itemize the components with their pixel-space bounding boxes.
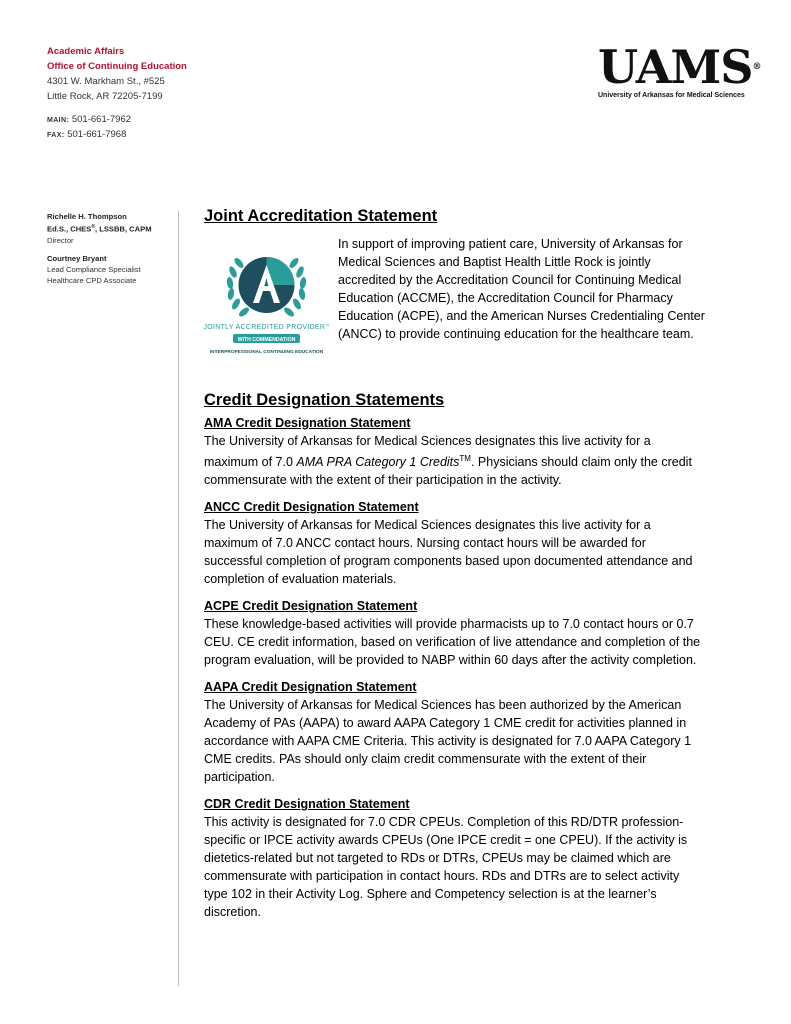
joint-accreditation-heading: Joint Accreditation Statement — [204, 207, 438, 225]
trademark-sup: TM — [459, 454, 471, 463]
staff-credentials: Ed.S., CHES®, LSSBB, CAPM — [47, 224, 152, 234]
main-content — [204, 205, 704, 921]
badge-line-3: INTERPROFESSIONAL CONTINUING EDUCATION — [209, 350, 324, 355]
brand-wordmark: UAMS — [598, 40, 753, 94]
registered-mark: ® — [752, 62, 762, 72]
acpe-heading: ACPE Credit Designation Statement — [204, 599, 418, 614]
ama-credit-name: AMA PRA Category 1 Credits — [296, 455, 460, 470]
brand-subtitle: University of Arkansas for Medical Sciences — [598, 92, 745, 99]
org-department: Academic Affairs — [47, 46, 125, 57]
jointly-accredited-badge — [204, 243, 329, 373]
aapa-heading: AAPA Credit Designation Statement — [204, 680, 417, 695]
joint-accreditation-section — [204, 235, 704, 385]
ancc-heading: ANCC Credit Designation Statement — [204, 500, 419, 515]
fax-number: 501-661-7968 — [67, 129, 127, 140]
ama-statement: The University of Arkansas for Medical Sciences designates this live activity for a maximum of 7.0 AMA PRA Category 1 Credits™. Physicians should claim only the credit commensurate with the extent of their participation in the activity. — [204, 434, 692, 488]
staff-name: Richelle H. Thompson — [47, 212, 127, 221]
ancc-statement: The University of Arkansas for Medical Sciences designates this live activity for a maximum of 7.0 ANCC contact hours. Nursing contact hours will be awarded for successful completion of program components based upon documented attendance and completion of evaluation materials. — [204, 518, 693, 587]
badge-tm: ™ — [325, 323, 330, 328]
address-line-1: 4301 W. Markham St., #525 — [47, 76, 165, 87]
address-line-2: Little Rock, AR 72205-7199 — [47, 91, 163, 102]
badge-line-1: JOINTLY ACCREDITED PROVIDER — [203, 324, 326, 331]
vertical-divider — [178, 211, 179, 986]
fax-label: FAX: — [47, 132, 65, 139]
badge-line-2: WITH COMMENDATION — [237, 337, 296, 343]
svg-text:JOINTLY ACCREDITED PROVIDER™ — [203, 323, 329, 331]
staff-role-secondary: Healthcare CPD Associate — [47, 275, 137, 285]
staff-name: Courtney Bryant — [47, 253, 107, 263]
staff-sidebar — [47, 211, 177, 286]
credit-designation-heading: Credit Designation Statements — [204, 391, 445, 409]
acpe-statement: These knowledge-based activities will provide pharmacists up to 7.0 contact hours or 0.7 CEU. CE credit information, based on verification of live attendance and completion of the program evaluation, will be provided to NABP within 60 days after the activity completion. — [204, 617, 701, 668]
staff-person-director — [47, 211, 177, 246]
aapa-statement: The University of Arkansas for Medical Sciences has been authorized by the American Academy of PAs (AAPA) to award AAPA Category 1 CME credit for activities planned in accordance with AAPA CME Criteria. This activity is designated for 7.0 AAPA Category 1 CME credits. PAs should only claim credit commensurate with the extent of their participation. — [204, 698, 692, 785]
main-phone-label: MAIN: — [47, 117, 70, 124]
cdr-heading: CDR Credit Designation Statement — [204, 797, 410, 812]
staff-role: Lead Compliance Specialist — [47, 264, 141, 274]
org-office: Office of Continuing Education — [47, 61, 187, 72]
fax-phone — [47, 128, 347, 143]
ama-heading: AMA Credit Designation Statement — [204, 416, 411, 430]
uams-logo — [598, 40, 762, 99]
cdr-statement: This activity is designated for 7.0 CDR CPEUs. Completion of this RD/DTR profession-specific or IPCE activity awards CPEUs (One IPCE credit = one CPEU). If the activity is dietetics-related but not targeted to RDs or DTRs, CPEUs may be claimed which are commensurate with participation in contact hours. RDs and DTRs are to select activity type 102 in their Activity Log. Sphere and Competency selection is at the learner’s discretion. — [204, 815, 688, 920]
staff-person-specialist — [47, 253, 177, 286]
letterhead — [47, 44, 347, 143]
main-phone-number: 501-661-7962 — [71, 114, 132, 125]
main-phone — [47, 113, 347, 128]
joint-accreditation-text: In support of improving patient care, University of Arkansas for Medical Sciences and Baptist Health Little Rock is jointly accredited by the Accreditation Council for Continuing Medical Education (ACCME), the Accreditation Council for Pharmacy Education (ACPE), and the American Nurses Credentialing Center (ANCC) to provide continuing education for the healthcare team. — [338, 237, 705, 341]
staff-role: Director — [47, 235, 74, 245]
